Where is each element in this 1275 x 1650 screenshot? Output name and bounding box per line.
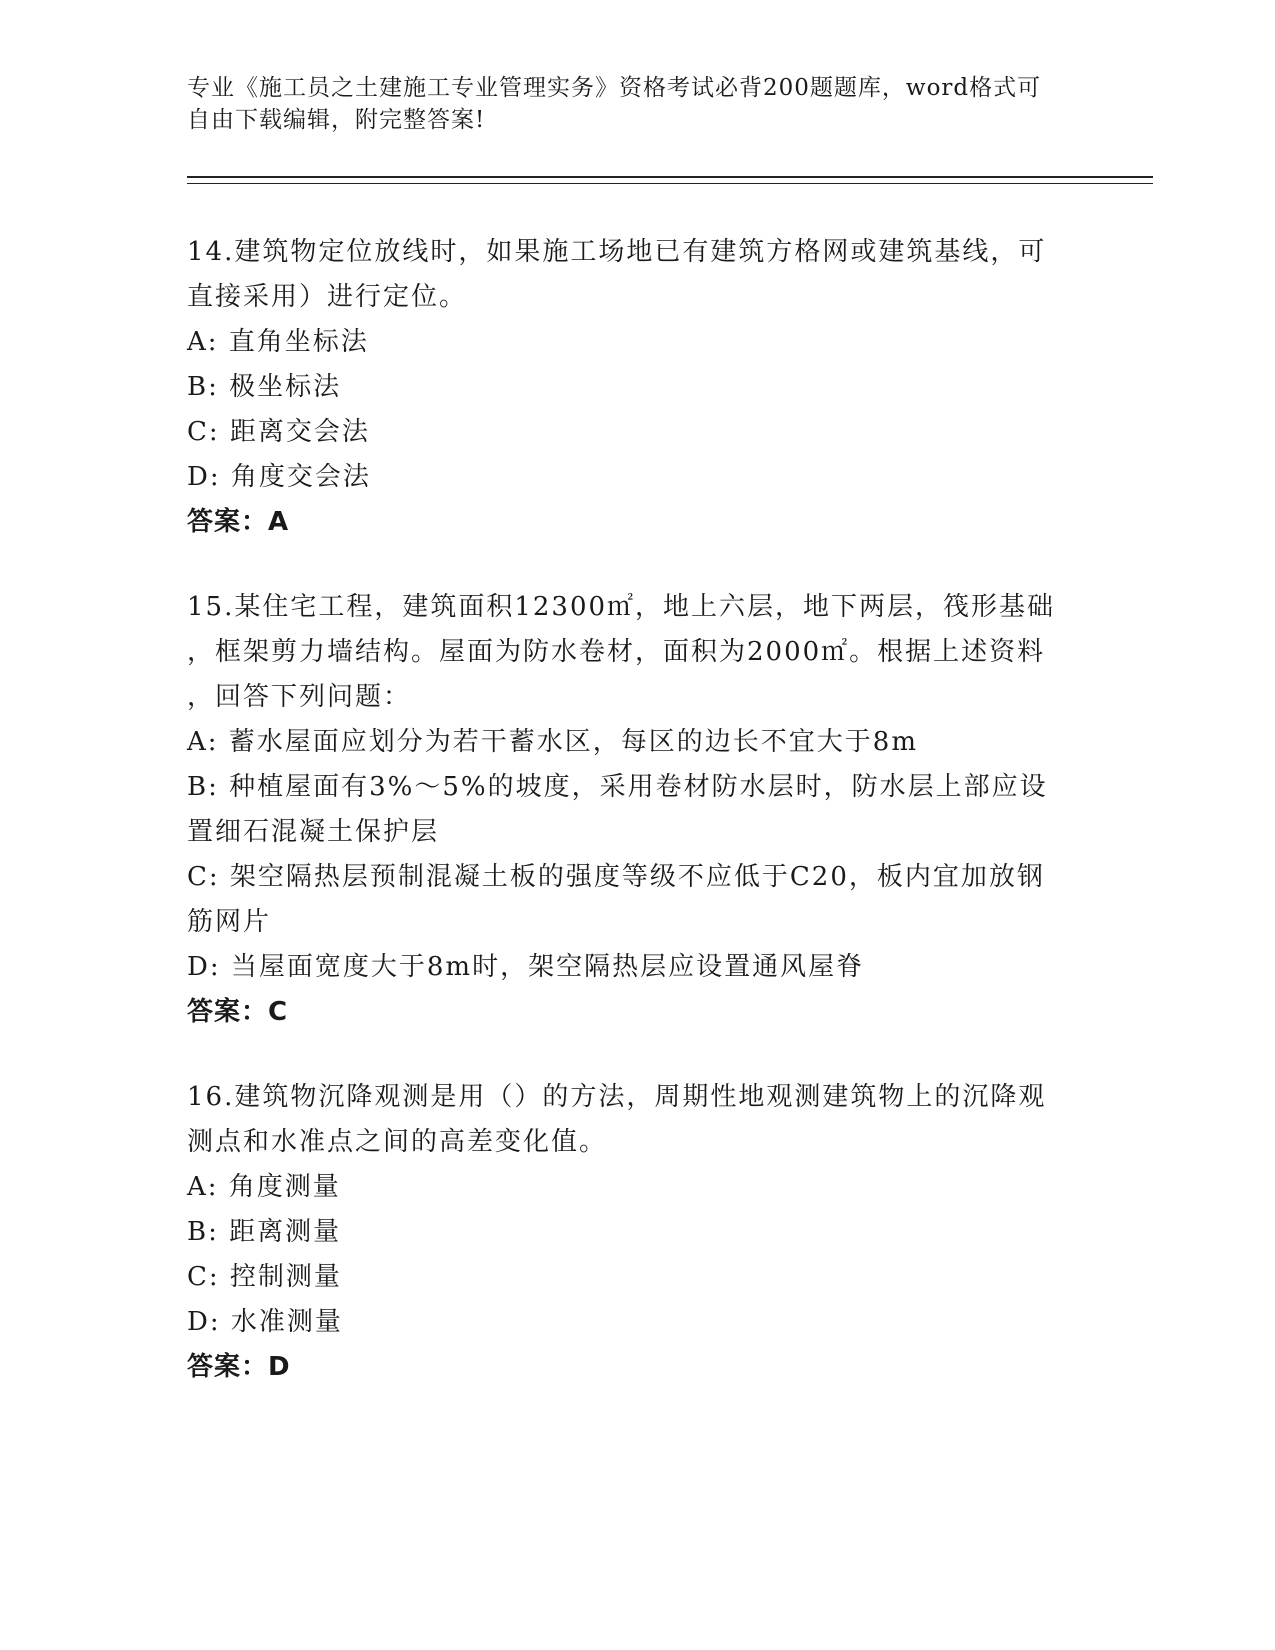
question-16 (187, 1075, 1087, 1390)
option-c: C: 架空隔热层预制混凝土板的强度等级不应低于C20，板内宜加放钢 (187, 862, 1045, 892)
option-b: B: 种植屋面有3%～5%的坡度，采用卷材防水层时，防水层上部应设 (187, 772, 1048, 802)
answer-label: 答案：D (187, 1352, 291, 1382)
option-b: B: 极坐标法 (187, 372, 342, 402)
option-c: C: 距离交会法 (187, 417, 370, 447)
option-d: D: 水准测量 (187, 1307, 343, 1337)
answer-label: 答案：A (187, 507, 290, 537)
question-stem-line: 直接采用）进行定位。 (187, 282, 468, 312)
option-c-continued: 筋网片 (187, 907, 272, 937)
option-a: A: 角度测量 (187, 1172, 341, 1202)
option-d: D: 角度交会法 (187, 462, 371, 492)
question-stem-line: 14.建筑物定位放线时，如果施工场地已有建筑方格网或建筑基线，可 (187, 237, 1047, 267)
option-b: B: 距离测量 (187, 1217, 342, 1247)
option-d: D: 当屋面宽度大于8m时，架空隔热层应设置通风屋脊 (187, 952, 865, 982)
question-stem-line: ，框架剪力墙结构。屋面为防水卷材，面积为2000㎡。根据上述资料 (187, 637, 1046, 667)
option-c: C: 控制测量 (187, 1262, 342, 1292)
question-stem-line: 15.某住宅工程，建筑面积12300㎡，地上六层，地下两层，筏形基础 (187, 592, 1056, 622)
question-15 (187, 585, 1087, 1035)
question-list (187, 230, 1087, 1430)
document-header (187, 72, 1087, 136)
question-stem-line: 16.建筑物沉降观测是用（）的方法，周期性地观测建筑物上的沉降观 (187, 1082, 1047, 1112)
question-stem-line: 测点和水准点之间的高差变化值。 (187, 1127, 608, 1157)
answer-label: 答案：C (187, 997, 289, 1027)
option-b-continued: 置细石混凝土保护层 (187, 817, 440, 847)
header-line-2: 自由下载编辑，附完整答案! (187, 107, 486, 133)
header-line-1: 专业《施工员之土建施工专业管理实务》资格考试必背200题题库，word格式可 (187, 75, 1042, 101)
option-a: A: 直角坐标法 (187, 327, 369, 357)
header-divider (187, 176, 1153, 184)
option-a: A: 蓄水屋面应划分为若干蓄水区，每区的边长不宜大于8m (187, 727, 918, 757)
question-stem-line: ，回答下列问题： (187, 682, 412, 712)
question-14 (187, 230, 1087, 545)
